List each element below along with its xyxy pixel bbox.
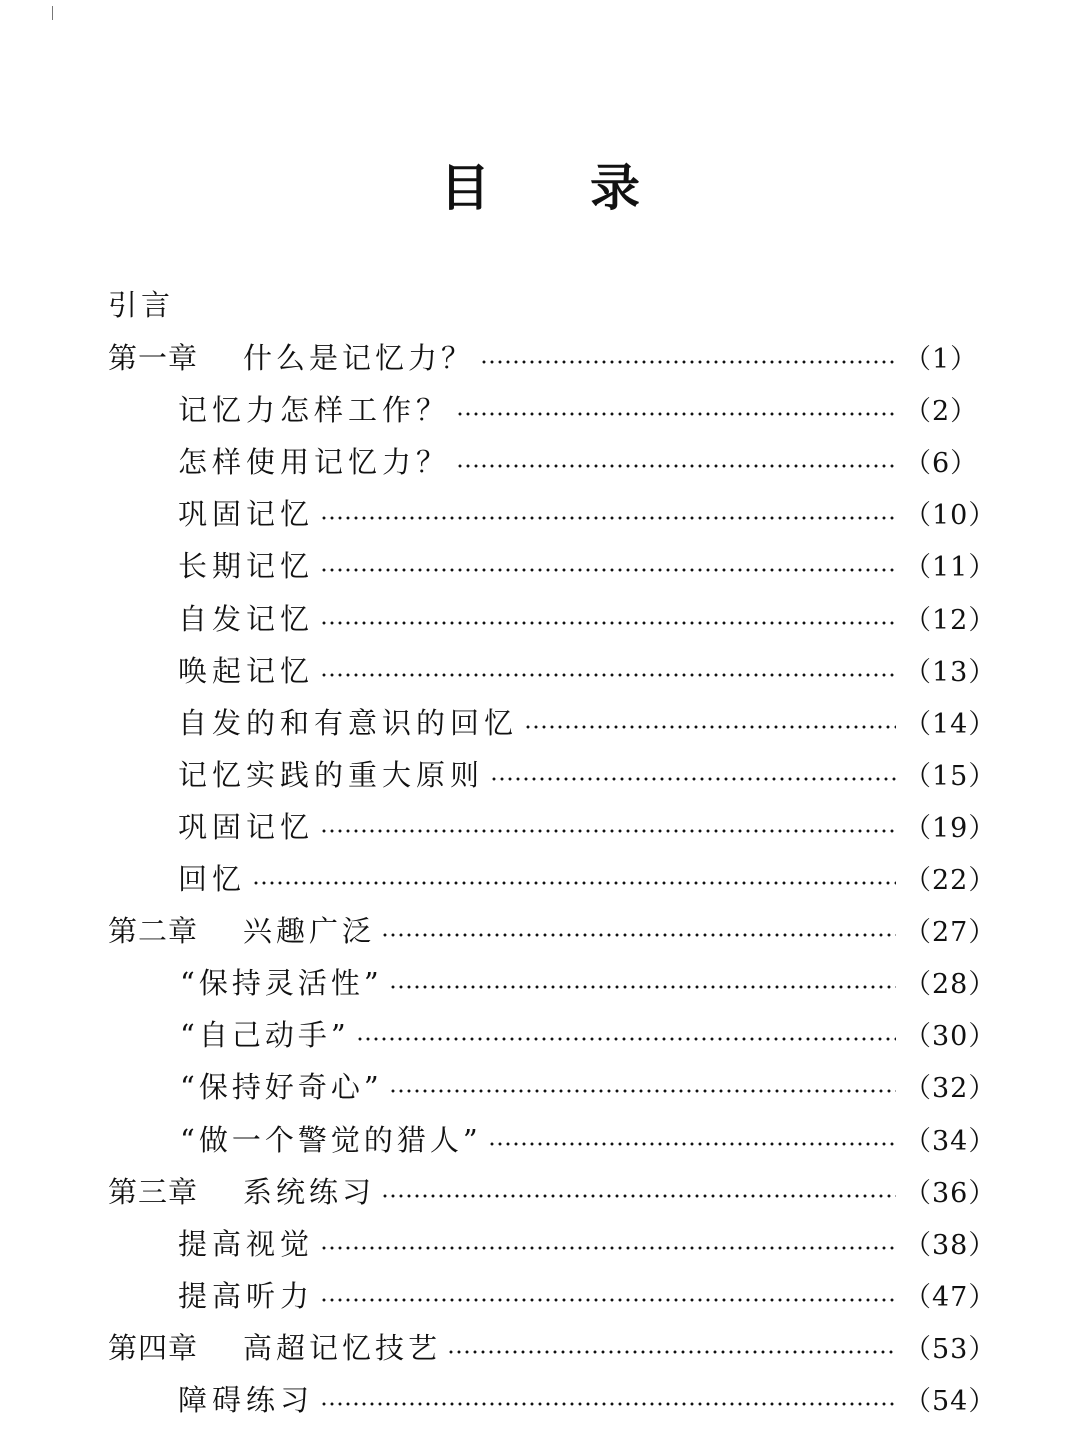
entry-title: 巩固记忆 — [178, 810, 315, 844]
dot-leader — [356, 1037, 896, 1041]
entry-title: “保持灵活性” — [180, 966, 383, 1000]
chapter-number: 第四章 — [108, 1331, 199, 1365]
dot-leader — [456, 412, 896, 416]
entry-title: 巩固记忆 — [178, 497, 315, 531]
chapter-number: 第三章 — [108, 1175, 199, 1209]
entry-title: 什么是记忆力？ — [243, 341, 475, 375]
toc-section-entry — [178, 859, 997, 899]
toc-chapter-entry — [108, 911, 997, 951]
entry-title: 兴趣广泛 — [243, 914, 376, 948]
toc-section-entry — [178, 1224, 997, 1264]
toc-section-entry — [178, 599, 997, 639]
page-number: （11） — [904, 552, 997, 583]
dot-leader — [490, 777, 896, 781]
dot-leader — [447, 1350, 896, 1354]
page-number: （38） — [904, 1230, 997, 1261]
toc-section-entry — [178, 546, 997, 586]
toc-section-entry — [178, 703, 997, 743]
dot-leader — [389, 985, 896, 989]
entry-title: 怎样使用记忆力？ — [178, 445, 451, 479]
dot-leader — [320, 829, 896, 833]
dot-leader — [524, 725, 896, 729]
entry-title: 高超记忆技艺 — [243, 1331, 442, 1365]
dot-leader — [320, 568, 896, 572]
page-number: （12） — [904, 605, 997, 636]
toc-chapter-entry — [108, 338, 979, 378]
dot-leader — [381, 1194, 896, 1198]
toc-section-entry — [178, 494, 997, 534]
dot-leader — [320, 673, 896, 677]
toc-section-entry — [178, 1380, 997, 1420]
page-number: （28） — [904, 969, 997, 1000]
page-number: （47） — [904, 1282, 997, 1313]
chapter-number: 第二章 — [108, 914, 199, 948]
entry-title: 长期记忆 — [178, 549, 315, 583]
page-number: （22） — [904, 865, 997, 896]
dot-leader — [480, 360, 896, 364]
toc-section-entry — [178, 807, 997, 847]
entry-title: 提高听力 — [178, 1279, 315, 1313]
page-number: （36） — [904, 1178, 997, 1209]
title-char-1: 目 — [440, 159, 490, 217]
toc-intro: 引言 — [108, 288, 175, 322]
page-number: （19） — [904, 813, 997, 844]
entry-title: 记忆力怎样工作？ — [178, 393, 451, 427]
dot-leader — [320, 516, 896, 520]
title-char-2: 录 — [590, 159, 640, 217]
toc-section-entry — [180, 1015, 997, 1055]
entry-title: 记忆实践的重大原则 — [178, 758, 485, 792]
toc-chapter-entry — [108, 1172, 997, 1212]
dot-leader — [488, 1142, 896, 1146]
toc-section-entry — [178, 390, 979, 430]
dot-leader — [252, 881, 896, 885]
dot-leader — [320, 1298, 896, 1302]
page-number: （10） — [904, 500, 997, 531]
toc-section-entry — [180, 1120, 997, 1160]
dot-leader — [381, 933, 896, 937]
page-number: （6） — [904, 448, 979, 479]
dot-leader — [389, 1089, 896, 1093]
toc-section-entry — [180, 963, 997, 1003]
entry-title: “保持好奇心” — [180, 1070, 383, 1104]
page-number: （14） — [904, 709, 997, 740]
entry-title: 提高视觉 — [178, 1227, 315, 1261]
toc-section-entry — [178, 1276, 997, 1316]
entry-title: 自发记忆 — [178, 602, 315, 636]
dot-leader — [320, 1402, 896, 1406]
entry-title: 障碍练习 — [178, 1383, 315, 1417]
toc-section-entry — [178, 755, 997, 795]
page-number: （32） — [904, 1073, 997, 1104]
page-number: （2） — [904, 396, 979, 427]
dot-leader — [320, 621, 896, 625]
toc-section-entry — [178, 442, 979, 482]
toc-section-entry — [178, 651, 997, 691]
chapter-number: 第一章 — [108, 341, 199, 375]
entry-title: 自发的和有意识的回忆 — [178, 706, 519, 740]
page-number: （53） — [904, 1334, 997, 1365]
page-number: （54） — [904, 1386, 997, 1417]
page-number: （15） — [904, 761, 997, 792]
entry-title: 唤起记忆 — [178, 654, 315, 688]
page-number: （30） — [904, 1021, 997, 1052]
toc-chapter-entry — [108, 1328, 997, 1368]
page-number: （1） — [904, 344, 979, 375]
entry-title: 系统练习 — [243, 1175, 376, 1209]
toc-section-entry — [180, 1067, 997, 1107]
page-number: （34） — [904, 1126, 997, 1157]
entry-title: “自己动手” — [180, 1018, 350, 1052]
entry-title: 回忆 — [178, 862, 247, 896]
entry-title: “做一个警觉的猎人” — [180, 1123, 482, 1157]
dot-leader — [320, 1246, 896, 1250]
page-number: （27） — [904, 917, 997, 948]
page-number: （13） — [904, 657, 997, 688]
dot-leader — [456, 464, 896, 468]
